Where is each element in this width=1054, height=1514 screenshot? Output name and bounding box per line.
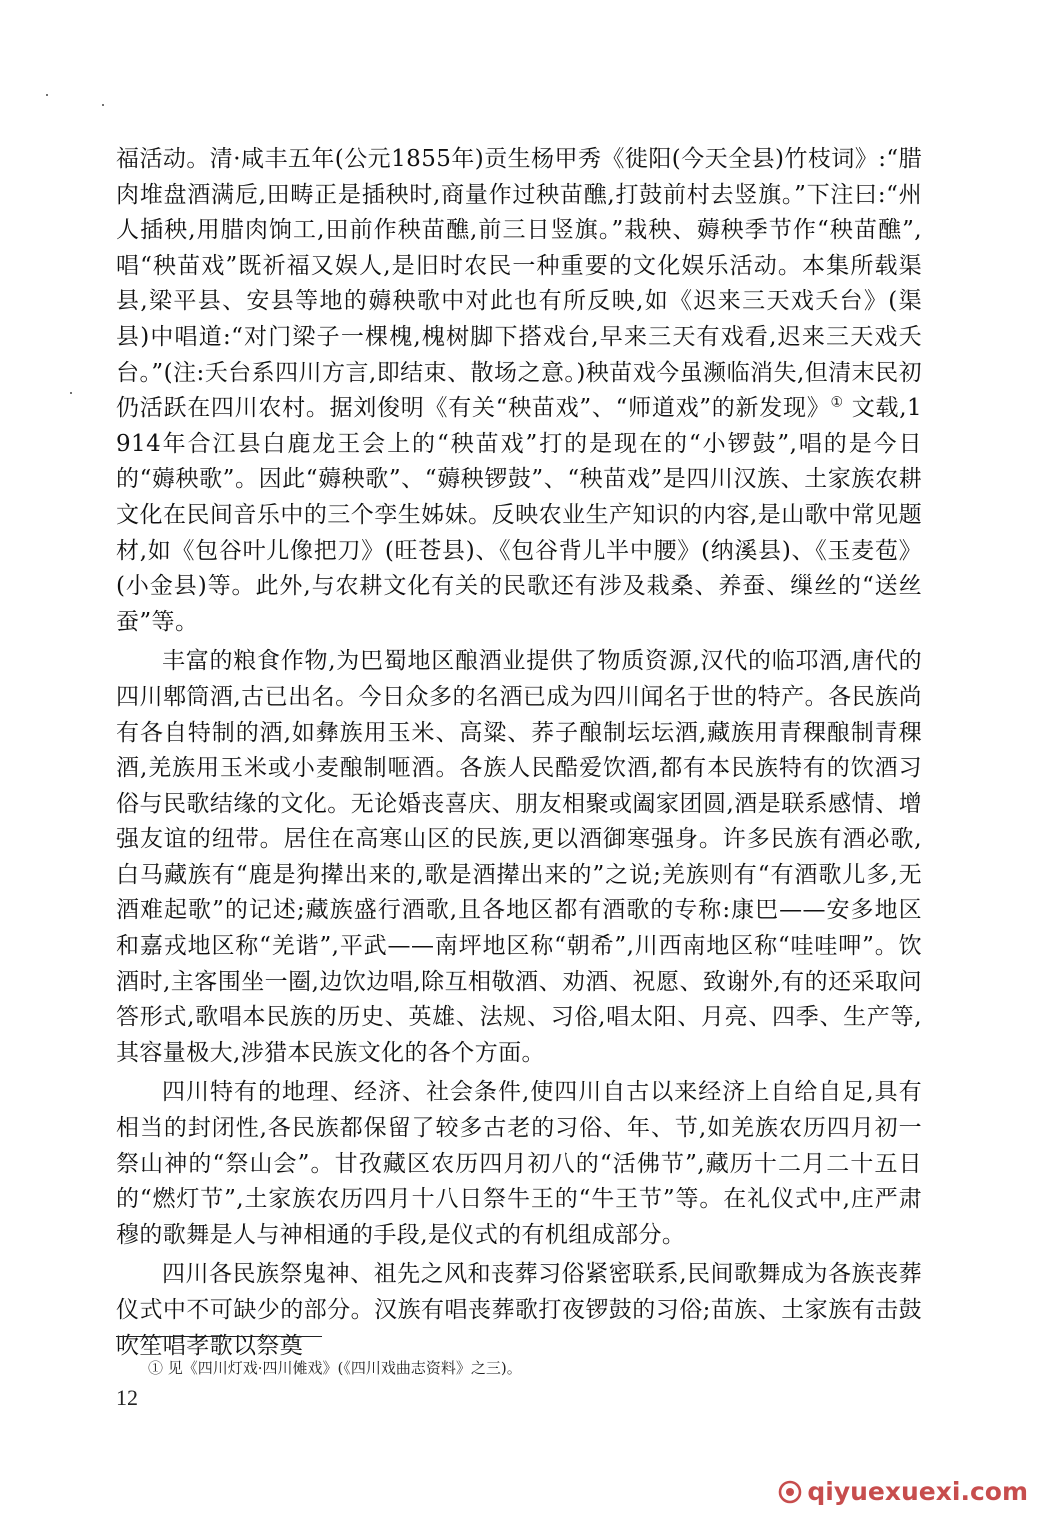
paragraph: 四川特有的地理、经济、社会条件,使四川自古以来经济上自给自足,具有相当的封闭性,各民族都保留了较多古老的习俗、年、节,如羌族农历四月初一祭山神的“祭山会”。甘孜藏区农历四月初八的“活佛节”,藏历十二月二十五日的“燃灯节”,土家族农历四月十八日祭牛王的“牛王节”等。在礼仪式中,庄严肃穆的歌舞是人与神相通的手段,是仪式的有机组成部分。	[116, 1079, 922, 1248]
paragraph: 丰富的粮食作物,为巴蜀地区酿酒业提供了物质资源,汉代的临邛酒,唐代的四川郫筒酒,古已出名。今日众多的名酒已成为四川闻名于世的特产。各民族尚有各自特制的酒,如彝族用玉米、高粱、荞子酿制坛坛酒,藏族用青稞酿制青稞酒,羌族用玉米或小麦酿制咂酒。各族人民酷爱饮酒,都有本民族特有的饮酒习俗与民歌结缘的文化。无论婚丧喜庆、朋友相聚或阖家团圆,酒是联系感情、增强友谊的纽带。居住在高寒山区的民族,更以酒御寒强身。许多民族有酒必歌,白马藏族有“鹿是狗撵出来的,歌是酒撵出来的”之说;羌族则有“有酒歌儿多,无酒难起歌”的记述;藏族盛行酒歌,且各地区都有酒歌的专称:康巴——安多地区和嘉戎地区称“羌谐”,平武——南坪地区称“朝希”,川西南地区称“哇哇呷”。饮酒时,主客围坐一圈,边饮边唱,除互相敬酒、劝酒、祝愿、致谢外,有的还采取问答形式,歌唱本民族的历史、英雄、法规、习俗,唱太阳、月亮、四季、生产等,其容量极大,涉猎本民族文化的各个方面。	[116, 648, 922, 1066]
scan-speck	[46, 94, 48, 96]
footnote-divider	[116, 1336, 322, 1337]
paragraph: 四川各民族祭鬼神、祖先之风和丧葬习俗紧密联系,民间歌舞成为各族丧葬仪式中不可缺少的部分。汉族有唱丧葬歌打夜锣鼓的习俗;苗族、土家族有击鼓吹笙唱孝歌以祭奠	[116, 1261, 922, 1359]
footnote: ① 见《四川灯戏·四川傩戏》(《四川戏曲志资料》之三)。	[148, 1359, 522, 1377]
scan-speck	[70, 392, 72, 394]
watermark-logo-icon	[778, 1480, 802, 1504]
footnote-mark[interactable]: ①	[830, 394, 844, 411]
paragraph-text: 文载,1914年合江县白鹿龙王会上的“秧苗戏”打的是现在的“小锣鼓”,唱的是今日的“薅秧歌”。因此“薅秧歌”、“薅秧锣鼓”、“秧苗戏”是四川汉族、土家族农耕文化在民间音乐中的三个孪生姊妹。反映农业生产知识的内容,是山歌中常见题材,如《包谷叶儿像把刀》(旺苍县)、《包谷背儿半中腰》(纳溪县)、《玉麦苞》(小金县)等。此外,与农耕文化有关的民歌还有涉及栽桑、养蚕、缫丝的“送丝蚕”等。	[116, 395, 923, 635]
scan-speck	[102, 104, 104, 106]
watermark-text: qiyuexuexi.com	[807, 1477, 1028, 1506]
page-number: 12	[116, 1385, 138, 1410]
paragraph	[116, 142, 922, 640]
watermark	[778, 1477, 1028, 1506]
body-text	[116, 142, 922, 1364]
paragraph-text: 福活动。清·咸丰五年(公元1855年)贡生杨甲秀《徙阳(今天全县)竹枝词》:“腊肉堆盘酒满卮,田畴正是插秧时,商量作过秧苗醮,打鼓前村去竖旗。”下注曰:“州人插秧,用腊肉饷工,田前作秧苗醮,前三日竖旗。”栽秧、薅秧季节作“秧苗醮”,唱“秧苗戏”既祈福又娱人,是旧时农民一种重要的文化娱乐活动。本集所载渠县,梁平县、安县等地的薅秧歌中对此也有所反映,如《迟来三天戏夭台》(渠县)中唱道:“对门梁子一棵槐,槐树脚下搭戏台,早来三天有戏看,迟来三天戏夭台。”(注:夭台系四川方言,即结束、散场之意。)秧苗戏今虽濒临消失,但清末民初仍活跃在四川农村。据刘俊明《有关“秧苗戏”、“师道戏”的新发现》	[116, 146, 922, 422]
